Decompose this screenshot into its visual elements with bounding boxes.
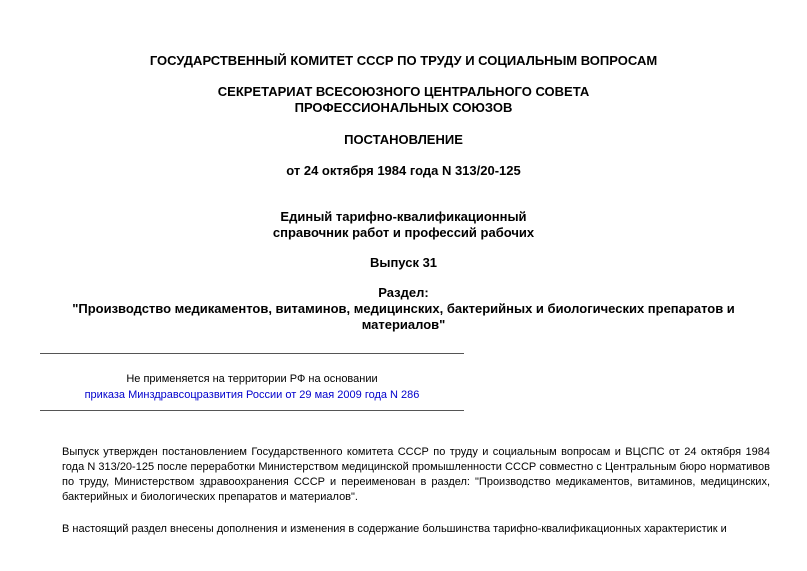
divider-top — [40, 353, 464, 354]
notice-text: Не применяется на территории РФ на основании — [126, 373, 378, 385]
paragraph-2-text: В настоящий раздел внесены дополнения и изменения в содержание большинства тарифно-квалификационных характеристик и — [62, 523, 727, 535]
divider-bottom — [40, 410, 464, 411]
order-link[interactable]: приказа Минздравсоцразвития России от 29 мая 2009 года N 286 — [84, 389, 420, 401]
body-paragraph-1 — [40, 445, 770, 505]
secretariat-line-1: СЕКРЕТАРИАТ ВСЕСОЮЗНОГО ЦЕНТРАЛЬНОГО СОВЕТА — [217, 84, 590, 99]
title-line-1: Единый тарифно-квалификационный — [280, 209, 527, 224]
section-name-line-2: материалов" — [361, 317, 446, 332]
issuing-committee: ГОСУДАРСТВЕННЫЙ КОМИТЕТ СССР ПО ТРУДУ И СОЦИАЛЬНЫМ ВОПРОСАМ — [149, 53, 658, 68]
secretariat-line-2: ПРОФЕССИОНАЛЬНЫХ СОЮЗОВ — [294, 100, 513, 115]
paragraph-1-text: Выпуск утвержден постановлением Государственного комитета СССР по труду и социальным вопросам и ВЦСПС от 24 октября 1984 года N 313/20-125 после переработки Министерством медицинской промышленности СССР совместно с Центральным бюро нормативов по труду, Министерством здравоохранения СССР и переименован в раздел: "Производство медикаментов, витаминов, медицинских, бактерийных и биологических препаратов и материалов". — [62, 446, 770, 503]
section-name-line-1: "Производство медикаментов, витаминов, медицинских, бактерийных и биологических препаратов и — [72, 301, 735, 316]
document-type: ПОСТАНОВЛЕНИЕ — [344, 132, 463, 147]
issue-number: Выпуск 31 — [369, 255, 438, 270]
notice-link-wrap — [40, 388, 464, 402]
section-label: Раздел: — [378, 285, 429, 300]
document-date-number: от 24 октября 1984 года N 313/20-125 — [286, 163, 521, 178]
body-paragraph-2 — [40, 522, 770, 537]
title-line-2: справочник работ и профессий рабочих — [272, 225, 535, 240]
